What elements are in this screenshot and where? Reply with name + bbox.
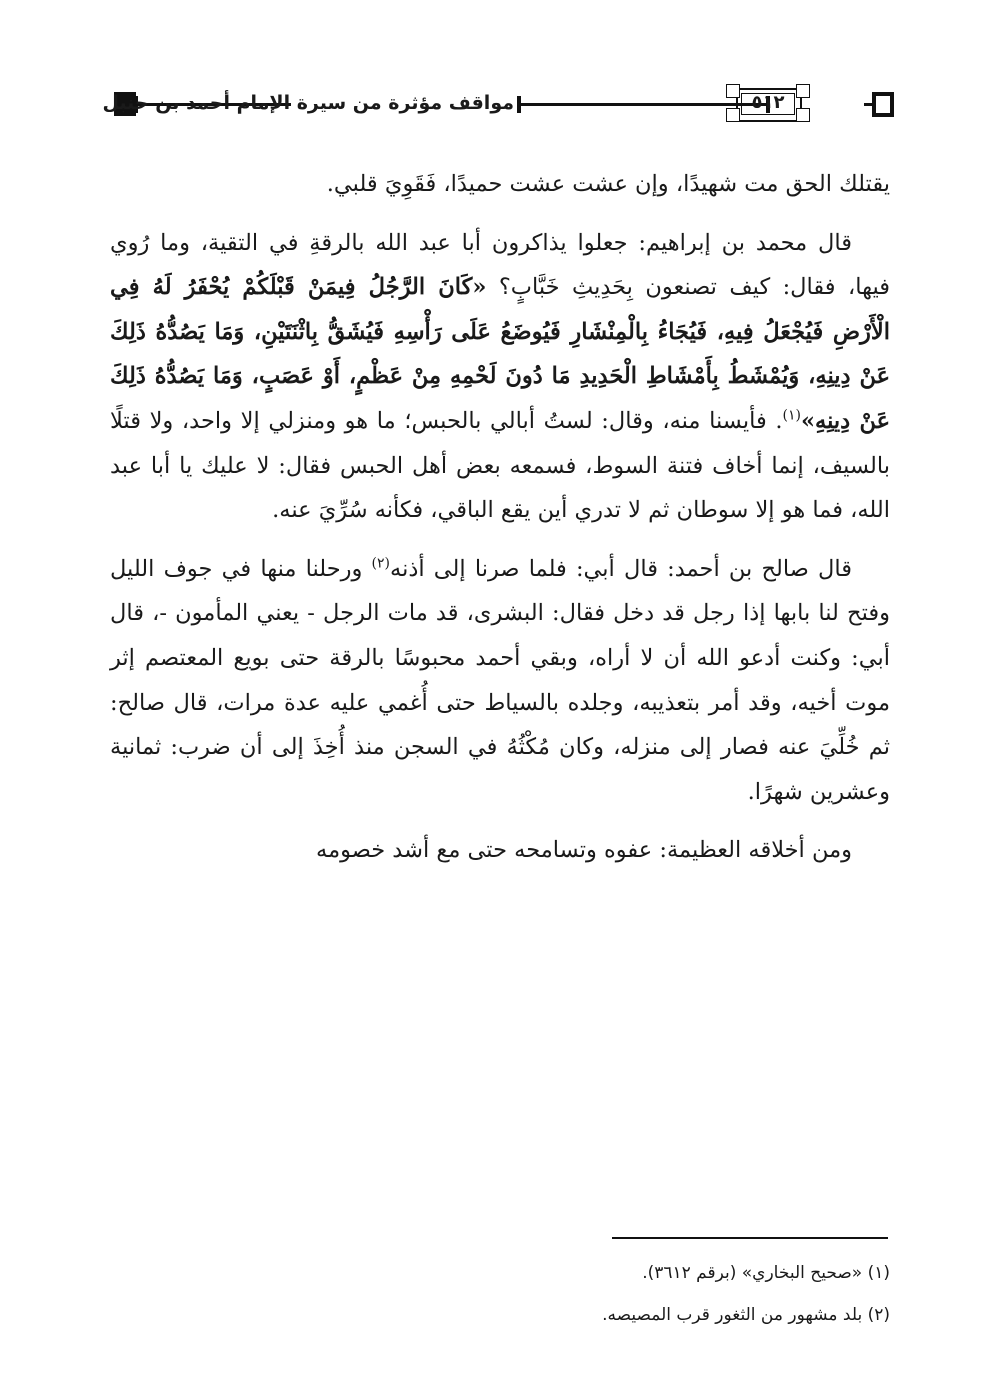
page-header	[102, 82, 890, 128]
footnote-2: (٢) بلد مشهور من الثغور قرب المصيصه.	[602, 1305, 890, 1325]
footnotes	[110, 1252, 890, 1336]
footnote-ref-2[interactable]: (٢)	[371, 555, 391, 572]
hadith-quote: «كَانَ الرَّجُلُ فِيمَنْ قَبْلَكُمْ يُحْفَرُ لَهُ فِي الْأَرْضِ فَيُجْعَلُ فِيهِ، فَيُجَاءُ بِالْمِنْشَارِ فَيُوضَعُ عَلَى رَأْسِهِ فَيُشَقُّ بِاثْنَتَيْنِ، وَمَا يَصُدُّهُ ذَلِكَ عَنْ دِينِهِ، وَيُمْشَطُ بِأَمْشَاطِ الْحَدِيدِ مَا دُونَ لَحْمِهِ مِنْ عَظْمٍ، أَوْ عَصَبٍ، وَمَا يَصُدُّهُ ذَلِكَ عَنْ دِينِهِ»	[110, 274, 891, 434]
frame-corner-knot	[726, 84, 740, 98]
paragraph-salih	[110, 547, 890, 815]
book-title: مواقف مؤثرة من سيرة الإمام أحمد بن حنبل	[102, 92, 514, 114]
footnote-ref-1[interactable]: (١)	[782, 407, 801, 424]
paragraph-character: ومن أخلاقه العظيمة: عفوه وتسامحه حتى مع أشد خصومه	[316, 837, 852, 864]
paragraph-text: قال محمد بن إبراهيم: جعلوا يذاكرون أبا عبد الله بالرقةِ في التقية، وما رُوي فيها، فقال: كيف تصنعون بِحَدِيثِ خَبَّابٍ؟	[110, 229, 890, 301]
frame-corner-knot	[796, 84, 810, 98]
paragraph-text: . فأيسنا منه، وقال: لستُ أبالي بالحبس؛ ما هو ومنزلي إلا واحد، ولا قتلًا بالسيف، إنما أخاف فتنة السوط، فسمعه بعض أهل الحبس فقال: لا عليك يا أبا عبد الله، فما هو إلا سوطان ثم لا تدري أين يقع الباقي، فكأنه سُرِّيَ عنه.	[110, 407, 890, 524]
frame-corner-knot	[726, 108, 740, 122]
header-ornament-square-right	[872, 92, 894, 117]
page-number: ٥١٢	[751, 92, 785, 113]
frame-corner-knot	[796, 108, 810, 122]
paragraph-continuation: يقتلك الحق مت شهيدًا، وإن عشت عشت حميدًا، فَقَوِيَ قلبي.	[326, 171, 890, 197]
footnote-1: (١) «صحيح البخاري» (برقم ٣٦١٢).	[642, 1263, 890, 1283]
paragraph-text: قال صالح بن أحمد: قال أبي: فلما صرنا إلى أذنه	[390, 555, 853, 582]
paragraph-text: ورحلنا منها في جوف الليل وفتح لنا بابها إذا رجل قد دخل فقال: البشرى، قد مات الرجل - يعني المأمون -، قال أبي: وكنت أدعو الله أن لا أراه، وبقي أحمد محبوسًا بالرقة حتى بويع المعتصم إثر موت أخيه، وقد أمر بتعذيبه، وجلده بالسياط حتى أُغمي عليه عدة مرات، قال صالح: ثم خُلِّيَ عنه فصار إلى منزله، وكان مُكْثُهُ في السجن منذ أُخِذَ إلى أن ضرب: ثمانية وعشرين شهرًا.	[110, 555, 890, 805]
paragraph-ibrahim	[110, 221, 890, 533]
footnote-separator	[612, 1237, 888, 1239]
body-text	[110, 162, 890, 873]
page-number-frame	[722, 84, 818, 124]
